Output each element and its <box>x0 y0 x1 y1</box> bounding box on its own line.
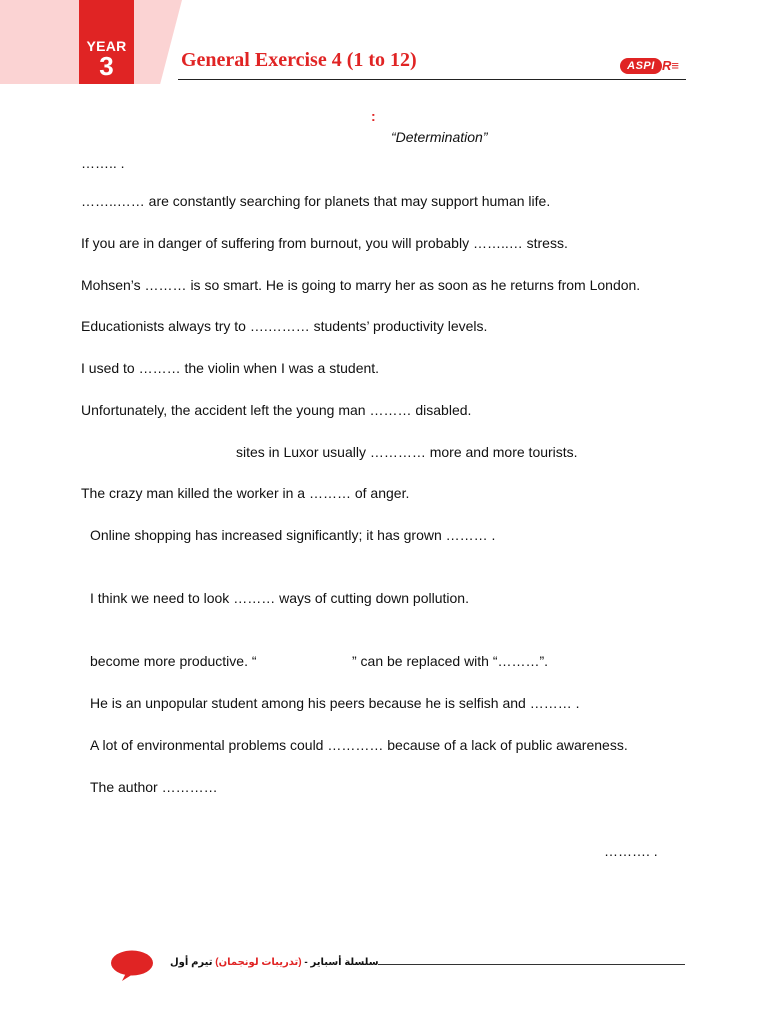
page-title: General Exercise 4 (1 to 12) <box>181 49 417 71</box>
exercise-line-6: I used to ……… the violin when I was a student. <box>81 360 380 376</box>
aspire-logo <box>620 55 686 79</box>
section-topic: “Determination” <box>391 129 488 145</box>
exercise-line-7: Unfortunately, the accident left the young man ……… disabled. <box>81 402 472 418</box>
exercise-line-12a: become more productive. “ <box>90 653 257 669</box>
exercise-line-15: The author ………… <box>90 779 218 795</box>
exercise-line-11: I think we need to look ……… ways of cutting down pollution. <box>90 590 469 606</box>
section-colon: : <box>371 108 376 124</box>
exercise-line-2: ……..…… are constantly searching for planets that may support human life. <box>81 193 551 209</box>
title-underline <box>178 79 686 80</box>
logo-tail-text: R≡ <box>662 58 679 73</box>
logo-pill <box>620 58 662 74</box>
speech-bubble-icon <box>106 947 158 983</box>
exercise-line-14: A lot of environmental problems could ………… because of a lack of public awareness. <box>90 737 628 753</box>
footer-series-label <box>170 957 379 968</box>
exercise-line-10: Online shopping has increased significantly; it has grown ……… . <box>90 527 496 543</box>
exercise-line-16: ………. . <box>604 843 658 859</box>
logo-main-text: ASPI <box>627 60 655 72</box>
exercise-line-5: Educationists always try to ….……… students’ productivity levels. <box>81 318 488 334</box>
exercise-line-4: Mohsen’s ……… is so smart. He is going to marry her as soon as he returns from London. <box>81 277 641 293</box>
footer-text-1: سلسلة أسباير - <box>301 957 379 968</box>
exercise-line-8: sites in Luxor usually ………… more and more tourists. <box>236 444 578 460</box>
footer-rule <box>378 964 685 965</box>
footer-text-2: تيرم أول <box>170 957 216 968</box>
year-number: 3 <box>99 51 114 81</box>
exercise-line-12b: ” can be replaced with “………”. <box>352 653 549 669</box>
exercise-line-1: …….. . <box>81 155 125 171</box>
exercise-line-9: The crazy man killed the worker in a ……… of anger. <box>81 485 410 501</box>
footer-text-red: (تدريبات لونجمان) <box>215 957 302 968</box>
year-badge <box>79 0 134 84</box>
exercise-line-13: He is an unpopular student among his peers because he is selfish and ……… . <box>90 695 580 711</box>
year-label: YEAR <box>86 38 127 54</box>
exercise-line-3: If you are in danger of suffering from burnout, you will probably ……..… stress. <box>81 235 568 251</box>
